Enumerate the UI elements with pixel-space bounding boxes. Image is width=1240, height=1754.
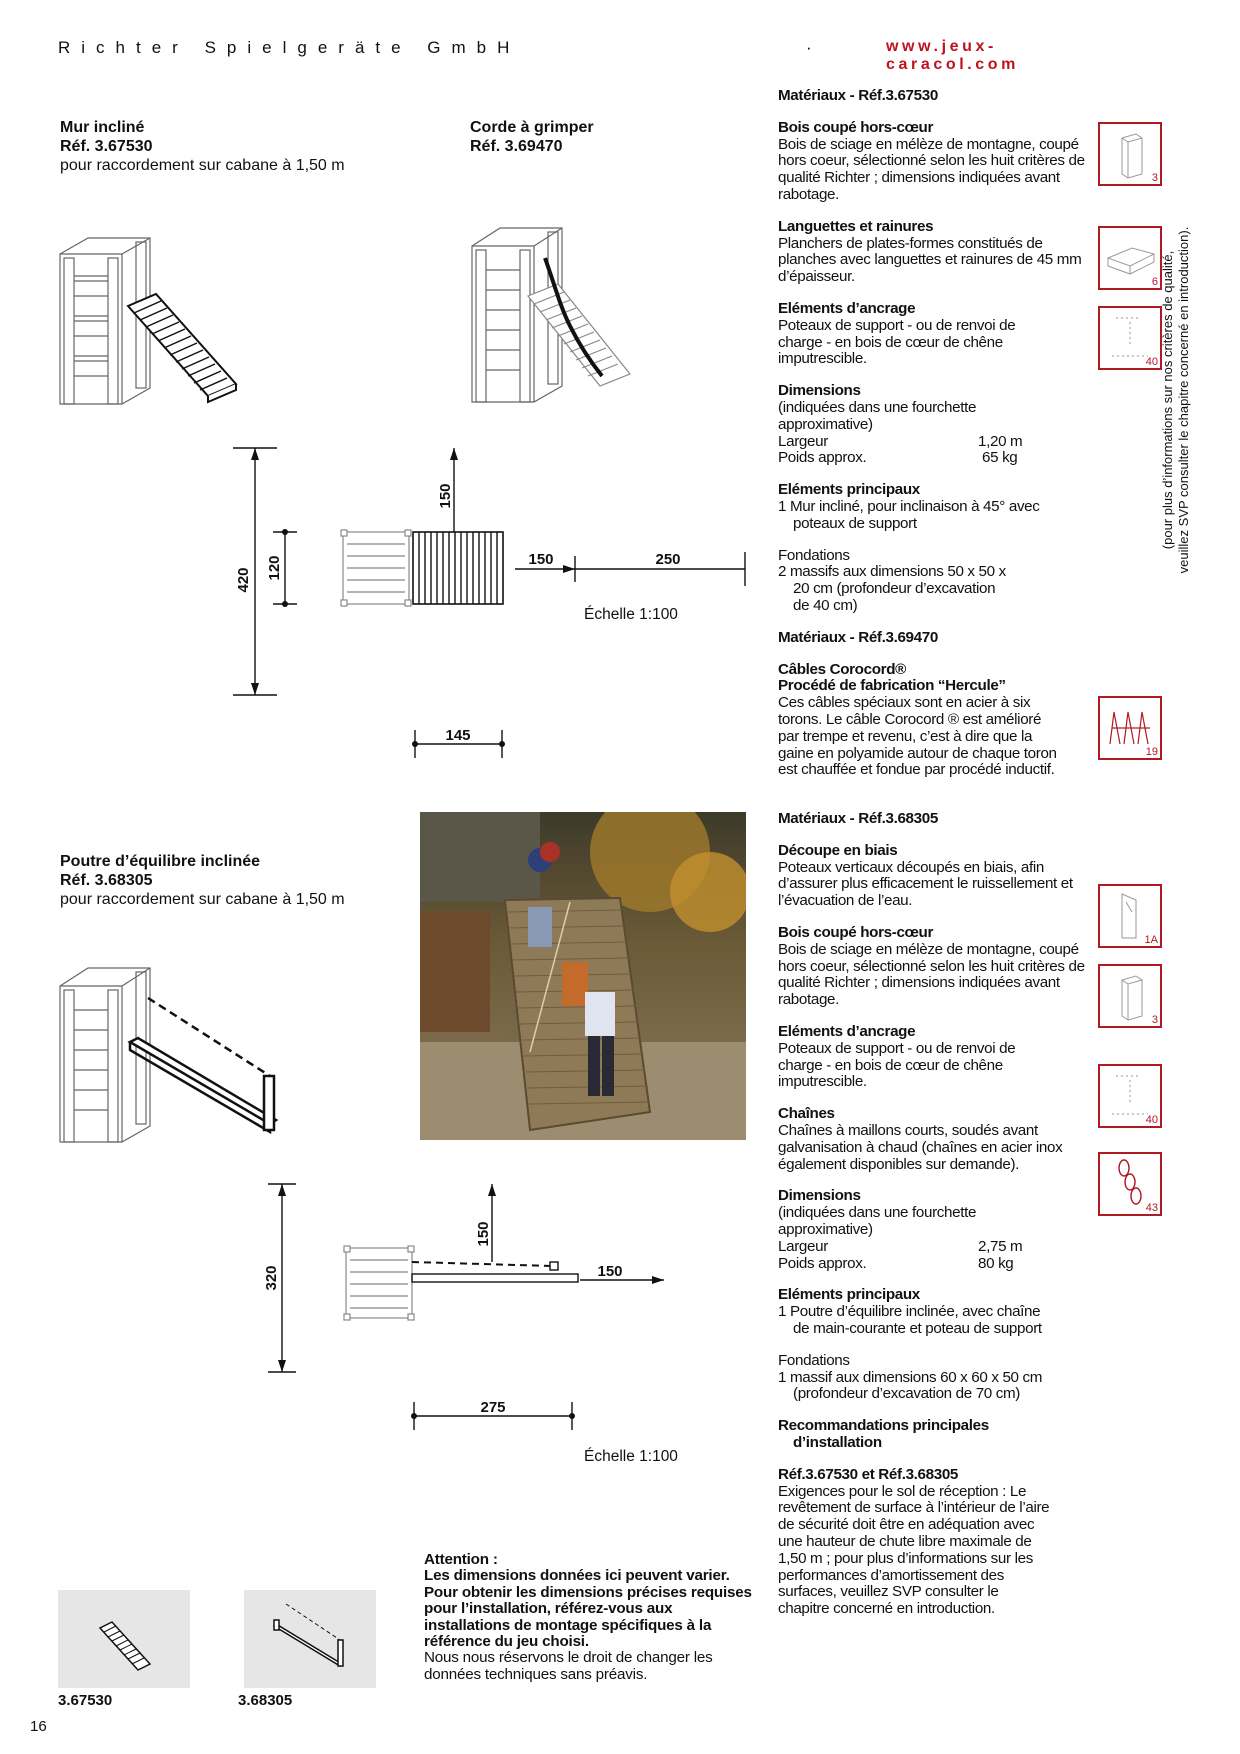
mur-thumbnail-icon [58, 1590, 190, 1688]
dim-150-horizontal: 150 [528, 551, 554, 568]
materials-title-3: Matériaux - Réf.3.68305 [778, 810, 938, 828]
corde-grimper-illustration [470, 226, 645, 416]
fondations-heading-2: Fondations [778, 1351, 850, 1369]
product-name: Mur incliné [60, 119, 145, 136]
dim-420: 420 [235, 567, 252, 593]
largeur-label: Largeur [778, 1237, 828, 1255]
tongue-groove-icon [1098, 226, 1162, 290]
chain-icon [1098, 1152, 1162, 1216]
anchor-post-icon [1098, 306, 1162, 370]
fondations-line1: 2 massifs aux dimensions 50 x 50 x [778, 563, 1006, 581]
mur-plan-diagram [225, 440, 755, 770]
icon-number: 3 [1151, 1014, 1158, 1026]
dimensions-heading: Dimensions [778, 382, 861, 400]
side-note-line1: (pour plus d’informations sur nos critères de qualité, [1160, 250, 1175, 550]
website-link[interactable]: www.jeux-caracol.com [886, 38, 1019, 73]
largeur-row-2 [778, 1239, 1088, 1256]
attention-note [424, 1552, 754, 1683]
product-desc: pour raccordement sur cabane à 1,50 m [60, 157, 345, 174]
bevel-cut-icon [1098, 884, 1162, 948]
refs-heading: Réf.3.67530 et Réf.3.68305 [778, 1465, 959, 1483]
product-ref: Réf. 3.68305 [60, 872, 153, 889]
product-ref: Réf. 3.69470 [470, 138, 563, 155]
bois-heading-2: Bois coupé hors-cœur [778, 924, 934, 942]
dimensions-heading-2: Dimensions [778, 1187, 861, 1205]
bois-text-2: Bois de sciage en mélèze de montagne, coupé hors coeur, sélectionné selon les huit critères de qualité Richter ; dimensions indiquées avant rabotage. [778, 940, 1085, 1009]
materials-column [778, 88, 1088, 1618]
largeur-row [778, 434, 1088, 451]
dim-275: 275 [480, 1399, 506, 1416]
bois-text: Bois de sciage en mélèze de montagne, coupé hors coeur, sélectionné selon les huit critères de qualité Richter ; dimensions indiquées avant rabotage. [778, 135, 1085, 203]
page-header [58, 38, 1118, 73]
wood-beam-icon-2 [1098, 964, 1162, 1028]
fondations-line2: 20 cm (profondeur d’excavation [793, 580, 996, 598]
poutre-plan-diagram [260, 1176, 680, 1436]
poids-row [778, 450, 1088, 467]
elements-principaux-line1-2: 1 Poutre d’équilibre inclinée, avec chaîne [778, 1303, 1041, 1321]
largeur-value: 2,75 m [978, 1237, 1023, 1255]
decoupe-heading: Découpe en biais [778, 841, 898, 859]
dim-150-vertical: 150 [475, 1221, 492, 1247]
elements-principaux-heading-2: Eléments principaux [778, 1286, 920, 1304]
scale-label-2: Échelle 1:100 [584, 1448, 678, 1465]
materials-title-1: Matériaux - Réf.3.67530 [778, 87, 938, 104]
decoupe-text: Poteaux verticaux découpés en biais, afin d’assurer plus efficacement le ruissellement et l’évacuation de l’eau. [778, 858, 1073, 910]
dim-120: 120 [266, 555, 283, 581]
attention-text: Nous nous réservons le droit de changer les données techniques sans préavis. [424, 1649, 713, 1683]
recommandations-heading: Recommandations principales [778, 1417, 989, 1435]
poids-label: Poids approx. [778, 1254, 867, 1272]
largeur-value: 1,20 m [978, 432, 1023, 450]
chaines-heading: Chaînes [778, 1105, 835, 1123]
attention-title: Attention : [424, 1551, 498, 1568]
dim-145: 145 [445, 727, 471, 744]
poutre-thumbnail-icon [244, 1590, 376, 1688]
side-note [1160, 220, 1191, 580]
chaines-text: Chaînes à maillons courts, soudés avant galvanisation à chaud (chaînes en acier inox également disponibles sur demande). [778, 1122, 1063, 1173]
fondations-heading: Fondations [778, 546, 850, 564]
languettes-text: Planchers de plates-formes constitués de planches avec languettes et rainures de 45 mm d’épaisseur. [778, 234, 1082, 286]
dim-150-vertical: 150 [437, 483, 454, 509]
recommandations-heading-2: d’installation [793, 1434, 882, 1451]
cables-text: Ces câbles spéciaux sont en acier à six torons. Le câble Corocord ® est amélioré par trempe et revenu, c’est à dire que la gaine en polyamide autour de chaque toron est chauffée et fondue par procédé inductif. [778, 694, 1057, 779]
languettes-heading: Languettes et rainures [778, 217, 934, 235]
icon-number: 3 [1151, 172, 1158, 184]
dim-150-horizontal: 150 [597, 1263, 623, 1280]
thumbnail-poutre[interactable] [244, 1590, 376, 1688]
poutre-illustration [58, 966, 288, 1156]
poids-label: Poids approx. [778, 449, 867, 467]
thumbnail-poutre-label: 3.68305 [238, 1692, 293, 1709]
fondations-line3: de 40 cm) [793, 596, 858, 614]
mur-incline-illustration [58, 236, 248, 411]
poids-value: 65 kg [982, 449, 1018, 467]
product-mur-title [60, 118, 345, 175]
company-name: Richter Spielgeräte GmbH [58, 38, 521, 57]
fondations-line2-2: (profondeur d’excavation de 70 cm) [793, 1385, 1021, 1403]
side-note-line2: veuillez SVP consulter le chapitre concerné en introduction). [1176, 226, 1191, 574]
dim-250: 250 [655, 551, 681, 568]
wood-beam-icon [1098, 122, 1162, 186]
header-separator: · [806, 38, 823, 57]
page-number: 16 [30, 1718, 47, 1735]
attention-bold-text: Les dimensions données ici peuvent varier. Pour obtenir les dimensions précises requises pour l’installation, référez-vous aux installations de montage spécifiques à la référence du jeu choisi. [424, 1567, 752, 1651]
ancrage-text: Poteaux de support - ou de renvoi de charge - en bois de cœur de chêne imputrescible. [778, 316, 1016, 368]
dim-320: 320 [263, 1265, 280, 1291]
product-poutre-title [60, 852, 345, 909]
refs-text: Exigences pour le sol de réception : Le revêtement de surface à l’intérieur de l’aire de sécurité doit être en adéquation avec une hauteur de chute libre maximale de 1,50 m ; pour plus d’informations sur les performances d’amortissement des surfaces, veuillez SVP consulter le chapitre concerné en introduction. [778, 1482, 1050, 1618]
elements-principaux-line2-2: de main-courante et poteau de support [793, 1320, 1042, 1338]
elements-principaux-line2: poteaux de support [793, 514, 917, 532]
icon-number: 40 [1145, 1114, 1158, 1126]
product-corde-title [470, 118, 594, 156]
procede-heading: Procédé de fabrication “Hercule” [778, 677, 1006, 695]
icon-number: 6 [1151, 276, 1158, 288]
ancrage-text-2: Poteaux de support - ou de renvoi de charge - en bois de cœur de chêne imputrescible. [778, 1039, 1016, 1091]
icon-number: 40 [1145, 356, 1158, 368]
poids-value: 80 kg [978, 1254, 1014, 1272]
ancrage-heading-2: Eléments d’ancrage [778, 1023, 916, 1041]
dimensions-text: (indiquées dans une fourchette approximative) [778, 398, 977, 433]
product-ref: Réf. 3.67530 [60, 138, 153, 155]
thumbnail-mur-label: 3.67530 [58, 1692, 113, 1709]
anchor-post-icon-2 [1098, 1064, 1162, 1128]
icon-number: 19 [1145, 746, 1158, 758]
dimensions-text-2: (indiquées dans une fourchette approximative) [778, 1204, 977, 1239]
materials-title-2: Matériaux - Réf.3.69470 [778, 628, 938, 646]
climbing-wall-photo [420, 812, 746, 1140]
poids-row-2 [778, 1256, 1088, 1273]
icon-number: 43 [1145, 1202, 1158, 1214]
elements-principaux-heading: Eléments principaux [778, 481, 920, 499]
corocord-cable-icon [1098, 696, 1162, 760]
product-name: Poutre d’équilibre inclinée [60, 853, 261, 870]
thumbnail-mur[interactable] [58, 1590, 190, 1688]
elements-principaux-line1: 1 Mur incliné, pour inclinaison à 45° avec [778, 497, 1040, 515]
ancrage-heading: Eléments d’ancrage [778, 299, 916, 317]
cables-heading: Câbles Corocord® [778, 660, 906, 678]
scale-label-1: Échelle 1:100 [584, 606, 678, 623]
bois-heading: Bois coupé hors-cœur [778, 118, 934, 136]
product-name: Corde à grimper [470, 119, 594, 136]
icon-number: 1A [1144, 934, 1158, 946]
largeur-label: Largeur [778, 432, 828, 450]
product-desc: pour raccordement sur cabane à 1,50 m [60, 891, 345, 908]
fondations-line1-2: 1 massif aux dimensions 60 x 60 x 50 cm [778, 1368, 1043, 1386]
